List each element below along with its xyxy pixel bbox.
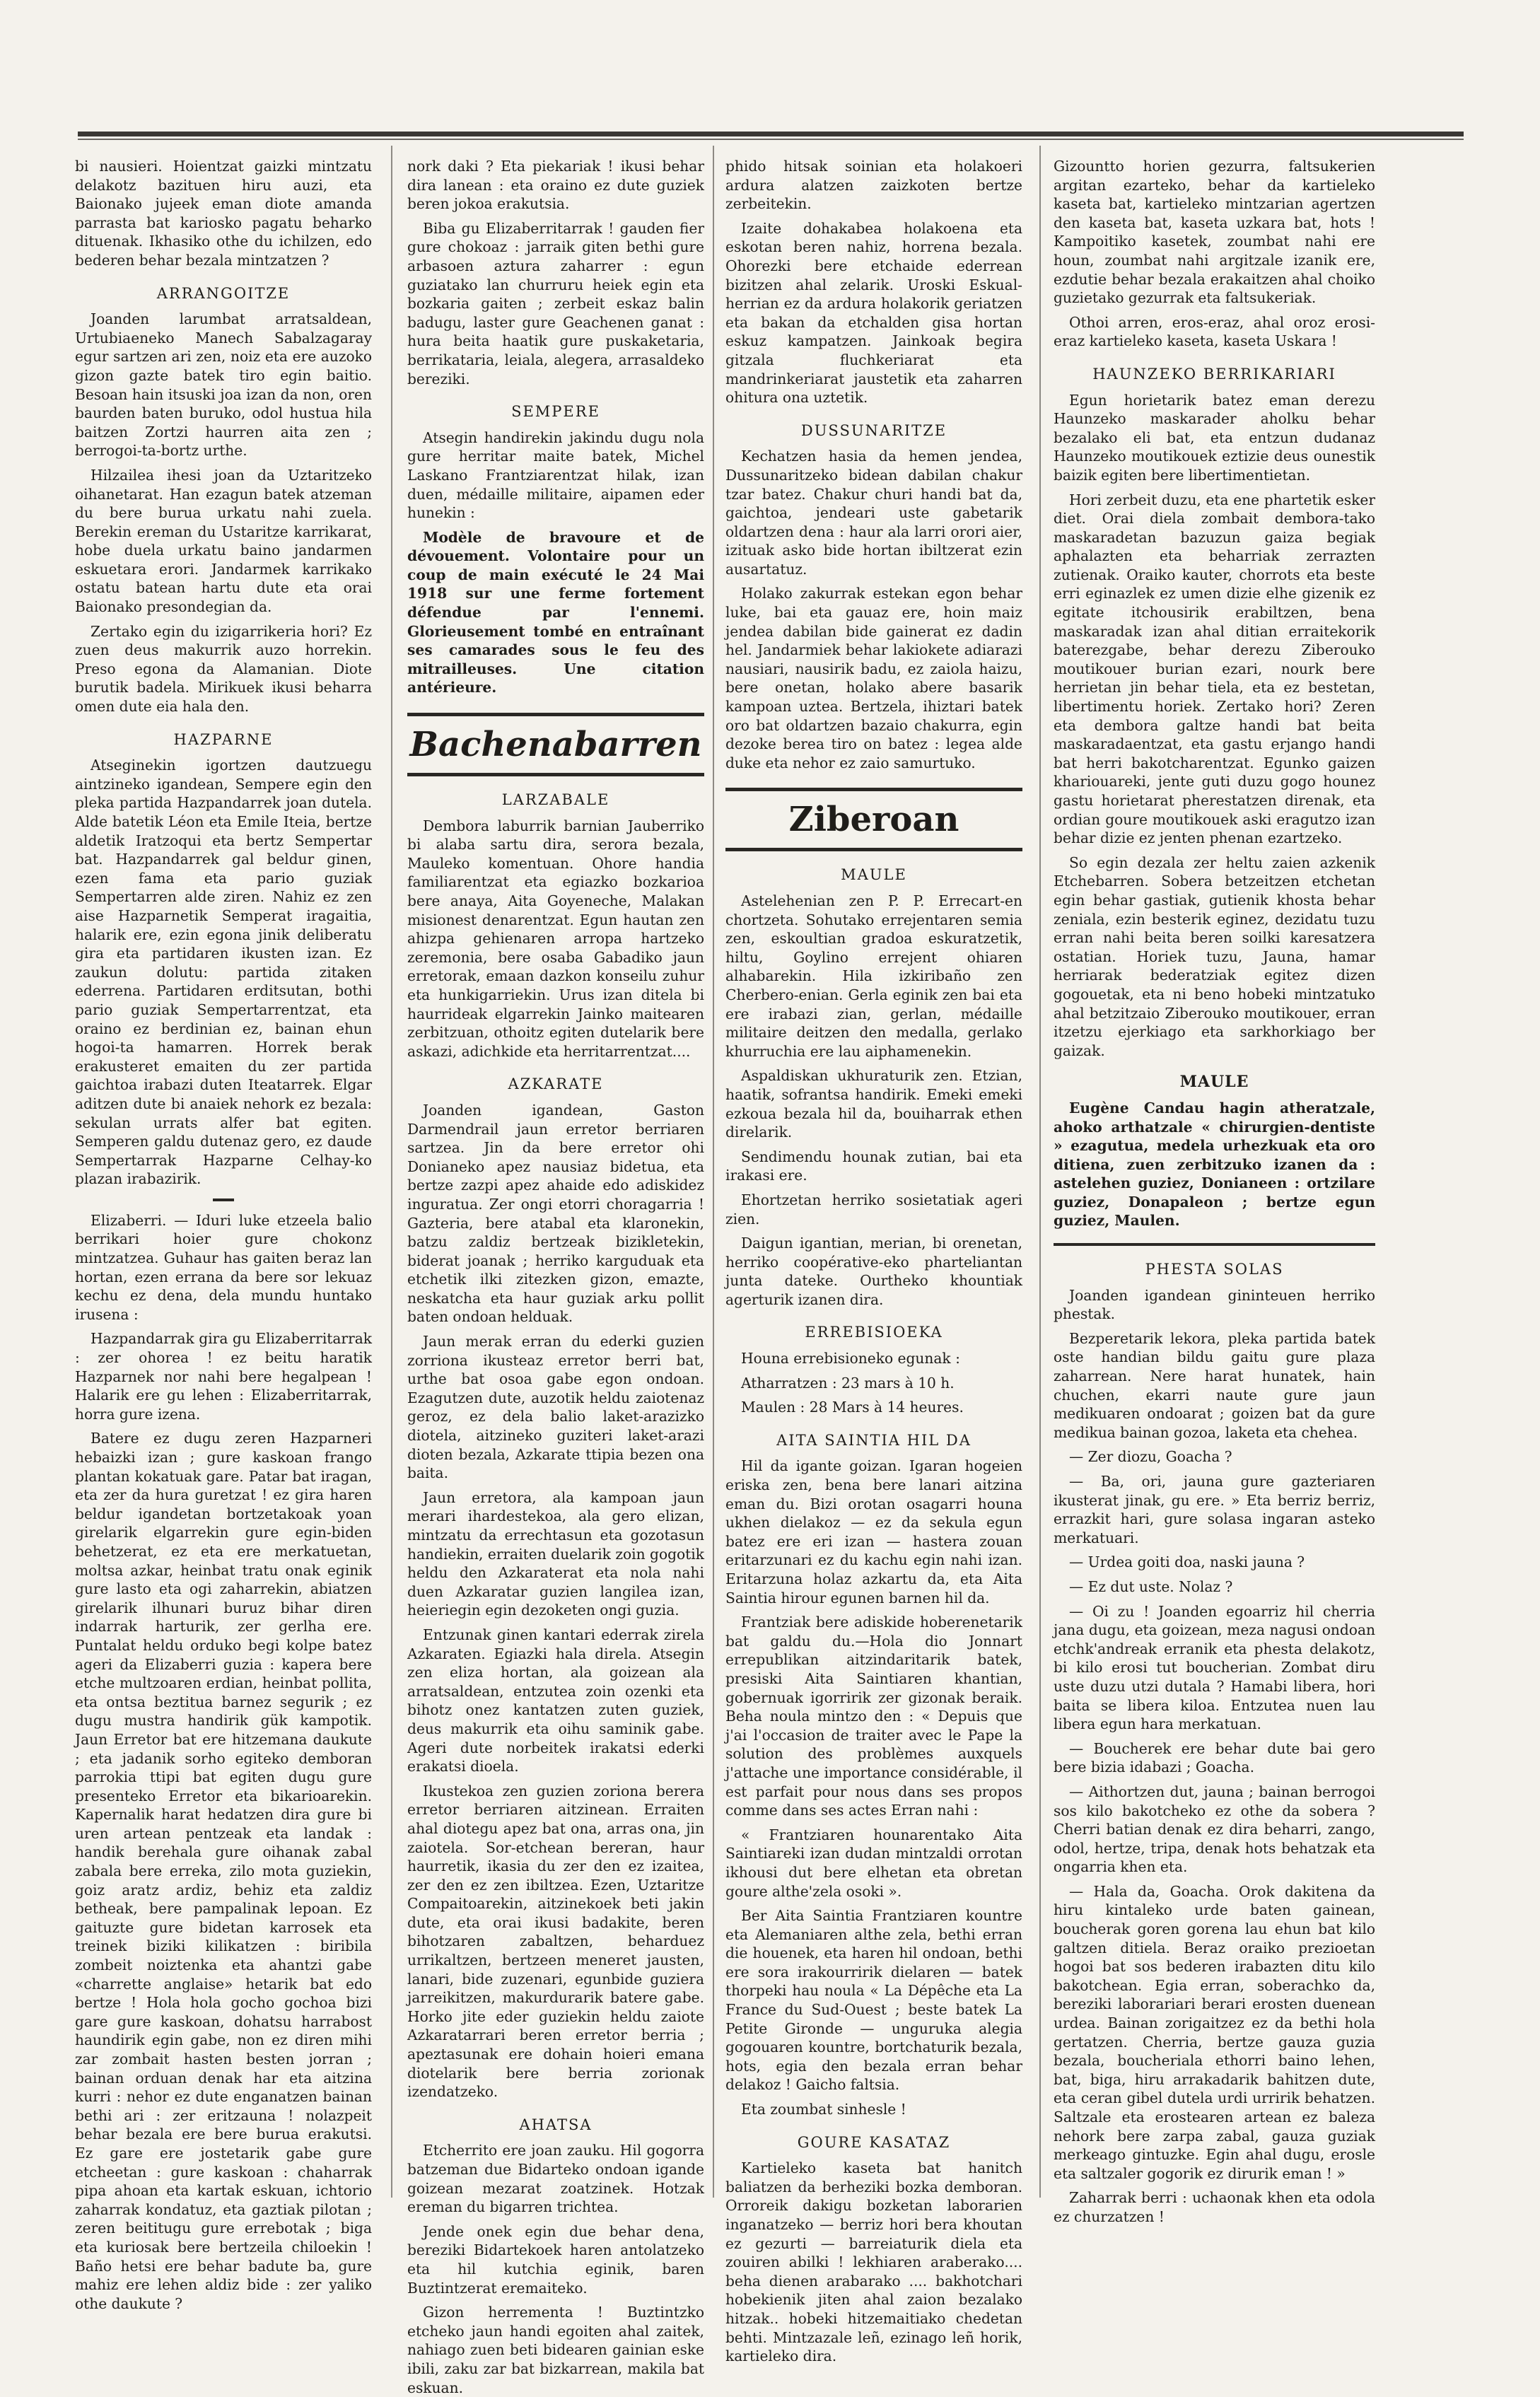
paragraph: Daigun igantian, merian, bi orenetan, herriko coopérative-eko pharteliantan junta dateke. Ourtheko khountiak agerturik izanen dira. — [725, 1235, 1022, 1308]
paragraph: Biba gu Elizaberritarrak ! gauden fier gure chokoaz : jarraik giten bethi gure arbasoen aztura zaharrer : egun guziatako lan churruru heiek egin eta bozkaria gaiten ; zerbeit eskaz balin badugu, laster gure Geachenen ganat : hura beita haatik gure puskaketaria, berrikataria, leiala, alegera, arrasaldeko bereziki. — [407, 219, 704, 387]
paragraph: Ber Aita Saintia Frantziaren kountre eta Alemaniaren althe zela, bethi erran die houenek, eta haren hil ondoan, bethi ere sora irakourririk dielaren — batek thorpeki hau noula « La Dépêche eta La France du Sud-Ouest ; beste batek La Petite Gironde — unguruka alegia gogouaren kountre, bortchaturik bezala, hots, egia den bezala erran behar delakoz ! Gaicho faltsia. — [725, 1907, 1022, 2094]
paragraph: Holako zakurrak estekan egon behar luke, bai eta gauaz ere, hoin maiz jendea dabilan bide gainerat ez dadin hel. Jandarmiek behar lakiokete adiarazi nausiari, nausirik badu, ez zaiola haizu, bere onetan, holako abere basarik kampoan uztea. Bertzela, ihiztari batek oro bat oldartzen bazaio chakurra, egin dezoke berea tiro on batez : legea alde duke eta nehor ez zaio samurtuko. — [725, 585, 1022, 771]
paragraph: Etcherrito ere joan zauku. Hil gogorra batzeman due Bidarteko ondoan igande goizean mezarat zoatzinek. Hotzak ereman du bigarren trichtea. — [407, 2142, 704, 2216]
paragraph: phido hitsak soinian eta holakoeri ardura alatzen zaizkoten bertze zerbeitekin. — [725, 158, 1022, 213]
paragraph: Izaite dohakabea holakoena eta eskotan beren nahiz, horrena bezala. Ohorezki bere etchaide ederrean bizitzen ahal zelarik. Uroski Eskual-herrian ez da ardura holakorik geriatzen eta bakan da etchalden gisa hortan eskuz kampatzen. Jainkoak begira gitzala fluchkeriarat eta mandrinkeriarat jaustetik eta zaharren ohitura ona uztetik. — [725, 219, 1022, 407]
citation-text: Modèle de bravoure et de dévouement. Volontaire pour un coup de main exécuté le 24 Mai 1918 sur une ferme fortement défendue par l'ennemi. Glorieusement tombé en entraînant ses camarades sous le feu des mitrailleuses. Une citation antérieure. — [407, 528, 704, 696]
paragraph: — Ez dut uste. Nolaz ? — [1069, 1577, 1233, 1595]
paragraph: Kartieleko kaseta bat hanitch baliatzen da berheziki bozka demboran. Orroreik dakigu bozketan laborarien inganatzeko — berriz hori bera khoutan ez gezurti — barreiaturik diela eta zouiren abilki ! lekhiaren araberako.... beha dienen arabarako .... bakhotchari hobekienik jiten ahal zaion bezalako hitzak.. hobeki hitzemaitiako chedetan behti. Mintzazale leñ, ezinago leñ horik, kartieleko dira. — [725, 2159, 1022, 2365]
paragraph: Egun horietarik batez eman derezu Haunzeko maskarader aholku behar bezalako eli bat, eta entzun dudanaz Haunzeko moutikouek eztizie deus ounestik baizik egiten bere libertimentietan. — [1054, 391, 1375, 484]
region-banner-bachenabarren: Bachenabarren — [407, 713, 704, 776]
section-separator — [1054, 1243, 1375, 1246]
paragraph: Kechatzen hasia da hemen jendea, Dussunaritzeko bidean dabilan chakur tzar batez. Chakur churi handi bat da, gaichtoa, jendeari uste gabetarik oldartzen dena : haur ala larri orori aier, izituak asko bide hortan ibiltzerat ezin ausartatuz. — [725, 448, 1022, 578]
paragraph: Elizaberri. — Iduri luke etzeela balio berrikari hoier gure chokonz mintzatzea. Guhaur has gaiten beraz lan hortan, ezen errana da bere sor lekuaz kechu ez dena, dela mundu huntako irusena : — [75, 1211, 372, 1323]
paragraph: Zaharrak berri : uchaonak khen eta odola ez churzatzen ! — [1054, 2189, 1375, 2225]
section-heading-ahatsa: AHATSA — [519, 2116, 593, 2133]
section-heading-larzabale: LARZABALE — [501, 791, 610, 809]
paragraph: Joanden igandean, Gaston Darmendrail jaun erretor berriaren sartzea. Jin da bere erretor ohi Donianeko apez nausiaz bidetua, eta bertze zazpi apez ahaide edo adiskidez inguratua. Zer ongi etorri choragarria ! Gazteria, bere atabal eta klaronekin, batzu zaldiz bertzeak bizikletekin, biderat joanak ; herriko karguduak eta etchetik ilki zitezken gizon, emazte, neskatcha eta haur guziak arku pollit baten ondoan helduak. — [407, 1101, 704, 1326]
paragraph: Maulen : 28 Mars à 14 heures. — [741, 1399, 964, 1416]
paragraph: Eta zoumbat sinhesle ! — [741, 2101, 906, 2118]
column-1 — [75, 157, 372, 2312]
section-dash — [213, 1198, 234, 1201]
paragraph: Entzunak ginen kantari ederrak zirela Azkaraten. Egiazki hala direla. Atsegin zen eliza hortan, ala goizean ala arratsaldean, entzutea zoin ozenki eta bihotz onez kantatzen zuten guziek, deus makurrik eta oihu saminik gabe. Ageri dute norbeitek irakatsi ederki erakatsi dioela. — [407, 1626, 704, 1775]
paragraph: — Urdea goiti doa, naski jauna ? — [1069, 1553, 1305, 1571]
paragraph: Bezperetarik lekora, pleka partida batek oste handian bildu gaitu gure plaza zaharrean. Nere harat hunatek, hain chuchen, ekarri naute gure jaun medikuaren ondoarat ; goizen bat da gure medikua bainan gozoa, laketa eta chehea. — [1054, 1329, 1375, 1441]
paragraph: Hil da igante goizan. Igaran hogeien eriska zen, bena bere lanari aitzina eman du. Bizi orotan osagarri houna ukhen dielakoz — ez da sekula egun batez ere eri izan — hastera zouan eritarzunari ez du kachu egin nahi izan. Eritarzuna holaz azkartu da, eta Aita Saintia hirour egunen barnen hil da. — [725, 1457, 1022, 1606]
paragraph: Atsegin handirekin jakindu dugu nola gure herritar maite batek, Michel Laskano Frantziarentzat hilak, izan duen, médaille militaire, aipamen eder hunekin : — [407, 428, 704, 522]
paragraph: Gizountto horien gezurra, faltsukerien argitan ezarteko, behar da kartieleko kaseta bat, kartieleko mintzarian agertzen den kaseta bat, kaseta uzkara bat, hots ! Kampoitiko kasetek, zoumbat nahi ere houn, zoumbat nahi argitzale izanik ere, ezdutie behar bezala erakaitzen ahal choiko guzietako gezurrak eta faltsukeriak. — [1054, 158, 1375, 307]
paragraph: Houna errebisioneko egunak : — [741, 1350, 960, 1367]
paragraph: — Hala da, Goacha. Orok dakitena da hiru kintaleko urde baten gainean, boucherak goren gorena lau ehun bat kilo galtzen ditiela. Beraz oraiko prezioetan hogoi bat sos bederen irabazten ditu kilo bakotchean. Egia erran, soberachko da, bereziki laborariari berari erosten duenean urdea. Bainan zorigaitzez ez da bethi hola gertatzen. Cherria, bertze gauza guzia bezala, boucheriala ethorri baino lehen, bat, biga, hiru arrakadarik bahitzen dute, eta ceran gibel dutela urdi urririk behatzen. Saltzale eta erostearen artean ez baleza nehork bere zarpa zabal, gauza guziak merkeago gintuzke. Egin ahal dugu, erosle eta saltzaler gogorik ez dirurik eman ! » — [1054, 1882, 1375, 2182]
section-heading-haunzeko: HAUNZEKO BERRIKARIARI — [1092, 365, 1336, 383]
top-rule — [78, 132, 1464, 136]
paragraph: Hilzailea ihesi joan da Uztaritzeko oihanetarat. Han ezagun batek atzeman du bere burua urkatu nahi zuela. Berekin ereman du Ustaritze karrikarat, hobe duela urkatu baino jandarmen eskuetara erori. Jandarmek karrikako ostatu batean hartu dute eta orai Baionako presondegian da. — [75, 466, 372, 616]
paragraph: Atseginekin igortzen dautzuegu aintzineko igandean, Sempere egin den pleka partida Hazpandarrek joan dutela. Alde batetik Léon eta Emile Iteia, bertze aldetik Iratzoqui eta bertz Sempertar bat. Hazpandarrek gal beldur ginen, ezen fama eta pario guziak Sempertarren alde ziren. Nahiz ez zen aise Hazparnetik Semperat iragaitia, halarik ere, ezin egona jinik deliberatu gira eta partidaren ikusten izan. Ez zaukun dolutu: partida zitaken ederrena. Partidaren erditsutan, bothi pario guziak Sempertarrentzat, eta oraino ez berdinian ez, bainan ehun hogoi-ta hamarren. Horrek berak erakusteret emaiten du zer partida gaichtoa irabazi duten Iteatarrek. Elgar aditzen dute bi anaiek nehork ez bezala: sekulan urrats alfer bat egiten. Semperen galdu dutenaz gero, ez daude Sempertarrak Hazparne Celhay-ko plazan irabazirik. — [75, 757, 372, 1188]
paragraph: Frantziak bere adiskide hoberenetarik bat galdu du.—Hola dio Jonnart errepublikan aitzindaritarik batek, presiski Aita Saintiaren khantian, gobernuak igorririk zer gizonak beraik. Beha noula mintzo den : « Depuis que j'ai l'occasion de traiter avec le Pape la solution des problèmes auxquels j'attache une importance considérable, il est parfait pour nous dans ses propos comme dans ses actes Erran nahi : — [725, 1614, 1022, 1819]
paragraph: Hazpandarrak gira gu Elizaberritarrak : zer ohorea ! ez beitu haratik Hazparnek nor nahi bere hegalpean ! Halarik ere gu lehen : Elizaberritarrak, horra gure izena. — [75, 1330, 372, 1423]
paragraph: Hori zerbeit duzu, eta ene phartetik esker diet. Orai diela zombait dembora-tako maskaradetan bazuzun gaiza begiak aphalazten eta beharriak zerrazten zutienak. Oraiko kauter, chorrots eta beste erri eginazlek ez umen dizie elhe gizenik ez egitate itchousirik erabiltzen, bena maskaradak izan ahal ditian erraitekorik baterezgabe, behar derezu Ziberouko moutikouer burian ezari, nourk bere herrietan jin behar tiela, eta ez bestetan, libertimentu horiek. Zertako hori? Zeren eta dembora galtze handi bat beita maskaradaentzat, eta gastu erjango handi bat herri bakotcharentzat. Egunko gaizen khariouareki, jente guti duzu gogo hounez gastu horietarat pherestatzen direnak, eta ordian goure moutikouek aski eragutzo izan behar dizie ez jenten phenan ezartzeko. — [1054, 491, 1375, 847]
column-4 — [1054, 157, 1375, 2225]
column-divider — [1039, 146, 1041, 2198]
section-heading-errebisioeka: ERREBISIOEKA — [805, 1324, 943, 1341]
section-heading-maule: MAULE — [841, 866, 907, 884]
paragraph: Jaun erretora, ala kampoan jaun merari ihardestekoa, ala gero elizan, mintzatu da errechtasun eta gozotasun handiekin, erraiten duelarik zoin gogotik heldu den Azkaraterat eta nola nahi duen Azkaratar guzien langilea izan, heieriegin egin dezoketen ongi guzia. — [407, 1488, 704, 1619]
paragraph: Joanden larumbat arratsaldean, Urtubiaeneko Manech Sabalzagaray egur sartzen ari zen, noiz eta ere auzoko gizon gazte batek tiro egin baitio. Besoan hain itsuski joa izan da non, oren baurden baten buruko, odol hustua hila baitzen Zortzi haurren aita zen ; berrogoi-ta-bortz urthe. — [75, 310, 372, 460]
paragraph: Jende onek egin due behar dena, bereziki Bidartekoek haren antolatzeko eta hil kutchia eginik, baren Buztintzerat eremaiteko. — [407, 2222, 704, 2297]
region-banner-ziberoan: Ziberoan — [725, 788, 1022, 851]
section-heading-maule-2: MAULE — [1179, 1073, 1249, 1092]
paragraph: Joanden igandean gininteuen herriko phestak. — [1054, 1286, 1375, 1323]
section-heading-phesta-solas: PHESTA SOLAS — [1145, 1261, 1284, 1278]
paragraph: Aspaldiskan ukhuraturik zen. Etzian, haatik, sofrantsa handirik. Emeki emeki ezkoua bezala hil da, bouiharrak ethen direlarik. — [725, 1067, 1022, 1141]
paragraph: bi nausieri. Hoientzat gaizki mintzatu delakotz bazituen hiru auzi, eta Baionako jujeek eman diote amanda parrasta bat kariosko pagatu beharko dituenak. Ikhasiko othe du ichilzen, edo bederen behar bezala mintzatzen ? — [75, 158, 372, 269]
paragraph: — Zer diozu, Goacha ? — [1069, 1448, 1232, 1466]
paragraph: Ehortzetan herriko sosietatiak ageri zien. — [725, 1191, 1022, 1227]
paragraph: So egin dezala zer heltu zaien azkenik Etchebarren. Sobera betzeitzen etchetan egin behar gastiak, gutienik khosta behar zeniala, ezin besterik eginez, dezidatu tuzu erran nahi beita beren soilki karesatzera ostatian. Horiek tuzu, Jauna, hamar herriarak bederatziak egitez dizen gogouetak, eta ni beno hobeki mintzatuko ahal betzitzaio Ziberouko moutikouer, erran itzetzu ejerkiago eta sarkhorkiago ber gaizak. — [1054, 853, 1375, 1059]
section-heading-arrangoitze: ARRANGOITZE — [156, 284, 291, 302]
paragraph: Jaun merak erran du ederki guzien zorriona ikusteaz erretor berri bat, urthe bat osoa gabe egon ondoan. Ezagutzen dute, auzotik heldu zaiotenaz geroz, ez dela balio laket-arazizko diotela, aitzineko guziteri laket-arazi dioten bezala, Azkarate ttipia bezen ona baita. — [407, 1333, 704, 1482]
paragraph: Ikustekoa zen guzien zoriona berera erretor berriaren aitzinean. Erraiten ahal diotegu apez bat ona, arras ona, jin zaiotela. Sor-etchean bereran, haur haurretik, ikasia du zer den ez izaitea, zer den ez zen ibiltzea. Ezen, Uztaritze Compaitoarekin, aitzinekoek beti jakin dute, eta orai ikusi badakite, beren bihotzaren zabaltzen, beharduez urrikaltzen, bertzeen meneret jausten, lanari, bide zuzenari, egunbide guziera jarreikitzen, makurdurarik batere gabe. Horko jite eder guziekin heldu zaiote Azkaratarrari beren erretor berria ; apeztasunak ere dohain hoieri emana diotelarik bere berria zorionak izendatzeko. — [407, 1782, 704, 2101]
paragraph: — Boucherek ere behar dute bai gero bere bizia idabazi ; Goacha. — [1054, 1739, 1375, 1776]
paragraph: — Aithortzen dut, jauna ; bainan berrogoi sos kilo bakotcheko ez othe da sobera ? Cherri batian denak ez dira beharri, zango, odol, hertze, tripa, denak hots behatzak eta ongarria khen eta. — [1054, 1783, 1375, 1876]
column-3 — [725, 157, 1022, 2365]
column-divider — [391, 146, 392, 2198]
paragraph: nork daki ? Eta piekariak ! ikusi behar dira lanean : eta oraino ez dute guziek beren jokoa erakutsia. — [407, 158, 704, 213]
section-heading-aita-saintia: AITA SAINTIA HIL DA — [776, 1431, 972, 1449]
paragraph: — Ba, ori, jauna gure gazteriaren ikusterat jinak, gu ere. » Eta berriz berriz, errazkit hari, gure solasa ingaran asteko merkatuari. — [1054, 1473, 1375, 1546]
section-heading-sempere: SEMPERE — [511, 403, 600, 421]
top-rule-thin — [78, 139, 1464, 140]
paragraph: Atharratzen : 23 mars à 10 h. — [741, 1374, 955, 1392]
paragraph: Gizon herrementa ! Buztintzko etcheko jaun handi egoiten ahal zaitek, nahiago zuen beti bidearen gainian eske ibili, zaku zar bat bizkarrean, makila bat eskuan. — [407, 2304, 704, 2396]
paragraph: Batere ez dugu zeren Hazparneri hebaizki izan ; gure kaskoan frango plantan kokatuak gare. Patar bat iragan, eta zer da hura guretzat ! ez gira haren beldur igandetan bortzetakoak yoan girelarik elgarrekin gure egin-biden behetzerat, ez eta ere merkatuetan, moltsa azkar, heinbat tratu onak eginik gure lasto eta ogi zaharrekin, abiatzen girelarik ilhunari buruz bihar diren indarrak harturik, zer gerlha ere. Puntalat heldu orduko begi kolpe batez ageri da Elizaberri guzia : kapera bere etche multzoaren erdian, heinbat pollita, eta ontsa beztitua barnez segurik ; ez dugu mustra handirik gük kampotik. Jaun Erretor bat ere hitzemana daukute ; eta jadanik sorho egiteko demboran parrokia ttipi bat egiten dugu gure presenteko Erretor eta bikarioarekin. Kapernalik harat hedatzen dira gure bi uren artean pentzeak eta landak : handik berehala gure oihanak zabal zabala bere erreka, zilo mota guziekin, goiz aratz ardiz, behiz eta zaldiz betheak, bere pampalinak lepoan. Ez gaituzte gure bidetan karrosek eta treinek biziki kilikatzen : biribila zombeit noiztenka eta ahantzi gabe «charrette anglaise» hetarik bat edo bertze ! Hola hola gocho gochoa bizi gare gure kaskoan, dohatsu harrabost haundirik egin gabe, non ez diren mihi zar zombait hasten besten jorran ; bainan orduan denak har eta aitzina kurri : nehor ez dute enganatzen bainan bethi ari : zer eritzauna ! nolazpeit behar bezala ere bere burua erakutsi. Ez gare ere jostetarik gabe gure etcheetan : gure kaskoan : chaharrak pipa ahoan eta kartak eskuan, ichtorio zaharrak kondatuz, eta gaztiak pilotan ; zeren beititugu gure errebotak ; biga eta kuriosak bere bertzeila chiloekin ! Baño hetsi ere behar badute ba, gure mahiz ere lehen aldiz bide : zer yaliko othe daukute ? — [75, 1430, 372, 2312]
paragraph: Sendimendu hounak zutian, bai eta irakasi ere. — [725, 1148, 1022, 1184]
column-divider — [713, 146, 714, 2198]
section-heading-azkarate: AZKARATE — [508, 1075, 604, 1093]
paragraph: Dembora laburrik barnian Jauberriko bi alaba sartu dira, serora bezala, Mauleko komentuan. Ohore handia familiarentzat eta egiazko bozkarioa bere anaya, Aita Goyeneche, Malakan misionest denarentzat. Egun hautan zen ahizpa gehienaren arropa hartzeko zeremonia, bere osaba Gabadiko jaun erretorak, emaan dazkon konseilu zuhur eta hunkigarriekin. Urus izan ditela bi haurrideak elgarrekin Jainko maitearen zerbitzuan, othoitz egiten dutelarik bere askazi, adichkide eta herritarrentzat.... — [407, 817, 704, 1060]
section-heading-goure-kasataz: GOURE KASATAZ — [797, 2133, 951, 2151]
paragraph: Astelehenian zen P. P. Errecart-en chortzeta. Sohutako errejentaren semia zen, eskoultian gradoa eskuratzetik, hiltu, Goylino errejent ohiaren alhabarekin. Hila izkiribaño zen Cherbero-enian. Gerla eginik zen bai eta ere irabazi zian, gerlan, médaille militaire deitzen den medalla, gerlako khurruchia ere lau aiphamenekin. — [725, 892, 1022, 1060]
section-heading-dussunaritze: DUSSUNARITZE — [800, 421, 947, 439]
column-2 — [407, 157, 704, 2396]
section-heading-hazparne: HAZPARNE — [173, 730, 274, 748]
paragraph: « Frantziaren hounarentako Aita Saintiareki izan dudan mintzaldi orrotan ikhousi dut bere elhetan eta obretan goure althe'zela osoki ». — [725, 1826, 1022, 1900]
paragraph: — Oi zu ! Joanden egoarriz hil cherria jana dugu, eta goizean, meza nagusi ondoan etchk'andreak erranik eta phesta delakotz, bi kilo erosi tut boucherian. Zombat diru uste duzu utzi dutala ? Hamabi libera, hori baita se libera kiloa. Entzutea nuen lau libera egun hara merkatuan. — [1054, 1602, 1375, 1733]
paragraph: Zertako egin du izigarrikeria hori? Ez zuen deus makurrik auzo horrekin. Preso egona da Alamanian. Diote burutik badela. Mirikuek ikusi beharra omen dute eia hala den. — [75, 622, 372, 716]
advertisement-text: Eugène Candau hagin atheratzale, ahoko arthatzale « chirurgien-dentiste » ezagutua, medela urhezkuak eta oro ditiena, zuen zerbitzuko izanen da : astelehen guziez, Donianeen : ortzilare guziez, Donapaleon ; bertze egun guziez, Maulen. — [1054, 1099, 1375, 1230]
paragraph: Othoi arren, eros-eraz, ahal oroz erosi-eraz kartieleko kaseta, kaseta Uskara ! — [1054, 313, 1375, 350]
